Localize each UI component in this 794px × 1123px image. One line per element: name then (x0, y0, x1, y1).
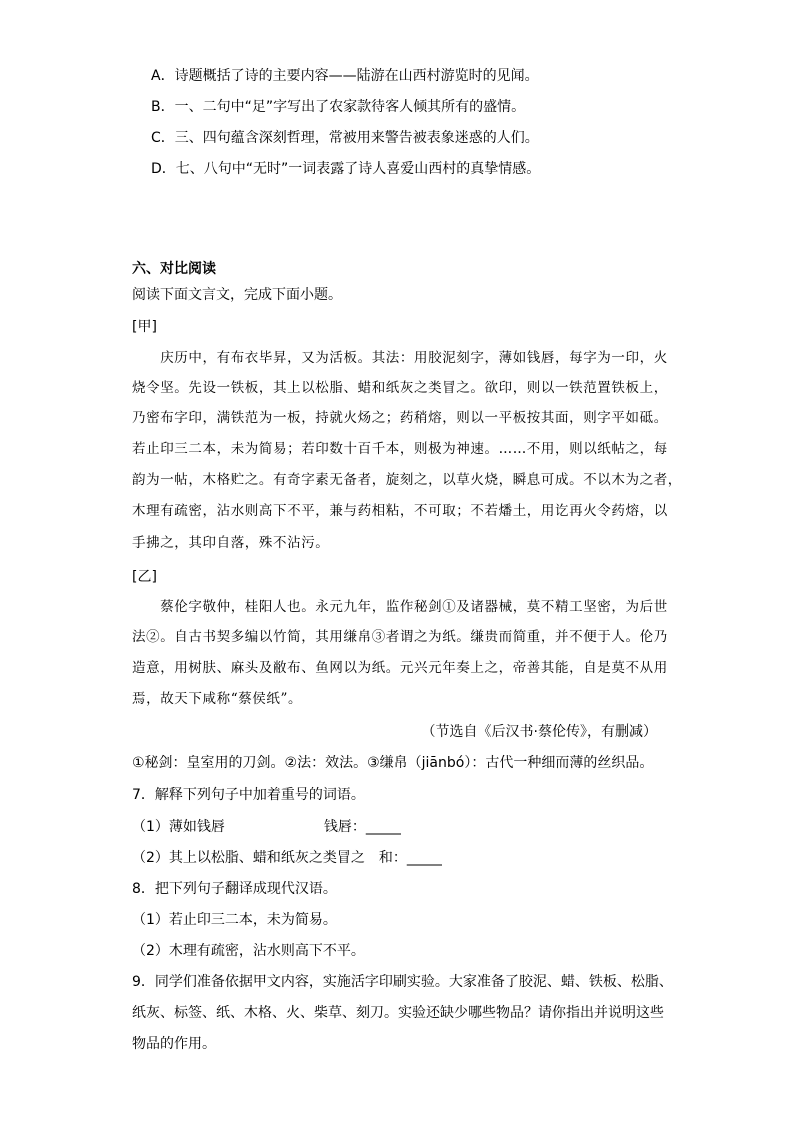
yi-line: 造意，用树肤、麻头及敝布、鱼网以为纸。元兴元年奏上之，帝善其能，自是莫不从用 (132, 660, 668, 676)
yi-line: 焉，故天下咸称“蔡侯纸”。 (132, 691, 303, 707)
option-c: C．三、四句蕴含深刻哲理，常被用来警告被表象迷惑的人们。 (151, 130, 539, 146)
question-9-line: 9．同学们准备依据甲文内容，实施活字印刷实验。大家准备了胶泥、蜡、铁板、松脂、 (132, 974, 673, 990)
question-9-line: 物品的作用。 (132, 1036, 216, 1052)
instruction: 阅读下面文言文，完成下面小题。 (132, 287, 342, 303)
jia-line: 韵为一帖，木格贮之。有奇字素无备者，旋刻之，以草火烧，瞬息可成。不以木为之者， (132, 472, 682, 488)
question-7-2: （2）其上以松脂、蜡和纸灰之类冒之 和：_____ (132, 850, 442, 866)
option-d: D．七、八句中“无时”一词表露了诗人喜爱山西村的真挚情感。 (151, 161, 541, 177)
footnotes: ①秘剑：皇室用的刀剑。②法：效法。③缣帛（jiānbó）：古代一种细而薄的丝织品。 (132, 755, 654, 771)
jia-line: 烧令坚。先设一铁板，其上以松脂、蜡和纸灰之类冒之。欲印，则以一铁范置铁板上， (132, 380, 668, 396)
yi-line: 蔡伦字敬仲，桂阳人也。永元九年，监作秘剑①及诸器械，莫不精工坚密，为后世 (132, 599, 668, 615)
source-citation: （节选自《后汉书·蔡伦传》，有删减） (421, 724, 657, 740)
question-7-1-text: （1）薄如钱唇 (132, 819, 225, 835)
section-title: 六、对比阅读 (132, 261, 216, 277)
yi-line: 法②。自古书契多编以竹简，其用缣帛③者谓之为纸。缣贵而简重，并不便于人。伦乃 (132, 629, 668, 645)
question-8-2: （2）木理有疏密，沾水则高下不平。 (132, 943, 365, 959)
option-a: A．诗题概括了诗的主要内容——陆游在山西村游览时的见闻。 (151, 68, 539, 84)
jia-line: 乃密布字印，满铁范为一板，持就火炀之；药稍熔，则以一平板按其面，则字平如砥。 (132, 410, 668, 426)
jia-line: 手拂之，其印自落，殊不沾污。 (132, 535, 330, 551)
question-9-line: 纸灰、标签、纸、木格、火、柴草、刻刀。实验还缺少哪些物品？请你指出并说明这些 (132, 1005, 664, 1021)
question-7: 7．解释下列句子中加着重号的词语。 (132, 787, 365, 803)
jia-line: 木理有疏密，沾水则高下不平，兼与药相粘，不可取；不若燔土，用讫再火令药熔，以 (132, 503, 668, 519)
option-b: B．一、二句中“足”字写出了农家款待客人倾其所有的盛情。 (151, 99, 526, 115)
question-7-1-answer-blank: 钱唇：_____ (323, 819, 401, 835)
yi-label: [乙] (132, 569, 157, 585)
jia-line: 庆历中，有布衣毕昇，又为活板。其法：用胶泥刻字，薄如钱唇，每字为一印，火 (132, 350, 668, 366)
jia-line: 若止印三二本，未为简易；若印数十百千本，则极为神速。……不用，则以纸帖之，每 (132, 441, 668, 457)
jia-label: [甲] (132, 319, 157, 335)
question-8: 8．把下列句子翻译成现代汉语。 (132, 881, 337, 897)
question-7-1 (132, 817, 401, 837)
question-8-1: （1）若止印三二本，未为简易。 (132, 912, 337, 928)
